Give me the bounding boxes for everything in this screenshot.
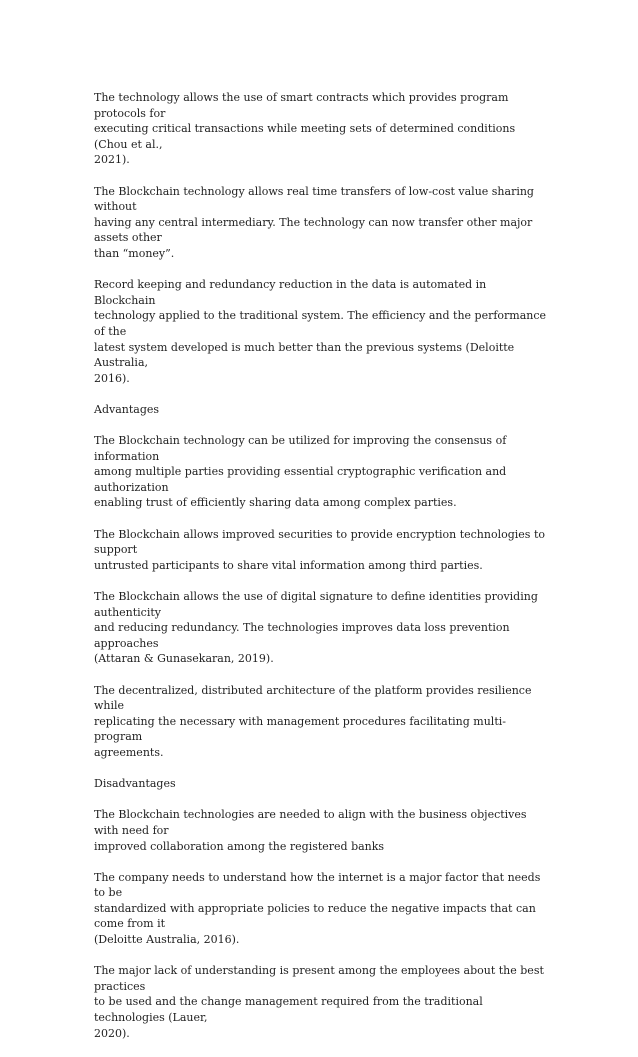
paragraph-smart-contracts: The technology allows the use of smart contracts which provides program protocols for executing critical transactions while meeting sets of determined conditions (Chou et al., 2021). [94,91,516,167]
paragraph-record-keeping: Record keeping and redundancy reduction in the data is automated in Blockchain technology applied to the traditional system. The efficiency and the performance of the latest system developed is much better than the previous systems (Deloitte Australia, 2016). [94,278,547,385]
paragraph-securities: The Blockchain allows improved securities to provide encryption technologies to support untrusted participants to share vital information among third parties. [94,527,545,572]
paragraph-digital-signature: The Blockchain allows the use of digital signature to define identities providing authenticity and reducing redundancy. The technologies improves data loss prevention approaches (Attaran & Gunasekaran, 2019). [94,590,538,666]
paragraph-real-time-transfers: The Blockchain technology allows real time transfers of low-cost value sharing without having any central intermediary. The technology can now transfer other major assets other than “money”. [94,184,534,260]
section-heading-disadvantages: Disadvantages [94,777,176,791]
document-body [94,90,549,1057]
paragraph-business-alignment: The Blockchain technologies are needed to align with the business objectives with need for improved collaboration among the registered banks [94,808,527,853]
section-heading-advantages: Advantages [94,402,160,416]
paragraph-internet-standardization: The company needs to understand how the internet is a major factor that needs to be standardized with appropriate policies to reduce the negative impacts that can come from it (Deloitte Australia, 2016). [94,870,541,947]
paragraph-lack-of-understanding: The major lack of understanding is present among the employees about the best practices to be used and the change management required from the traditional technologies (Lauer, 2020). [94,964,544,1040]
paragraph-decentralized: The decentralized, distributed architecture of the platform provides resilience while replicating the necessary with management procedures facilitating multi-program agreements. [94,683,532,759]
paragraph-consensus: The Blockchain technology can be utilized for improving the consensus of information among multiple parties providing essential cryptographic verification and authorization enabling trust of efficiently sharing data among complex parties. [94,434,507,510]
